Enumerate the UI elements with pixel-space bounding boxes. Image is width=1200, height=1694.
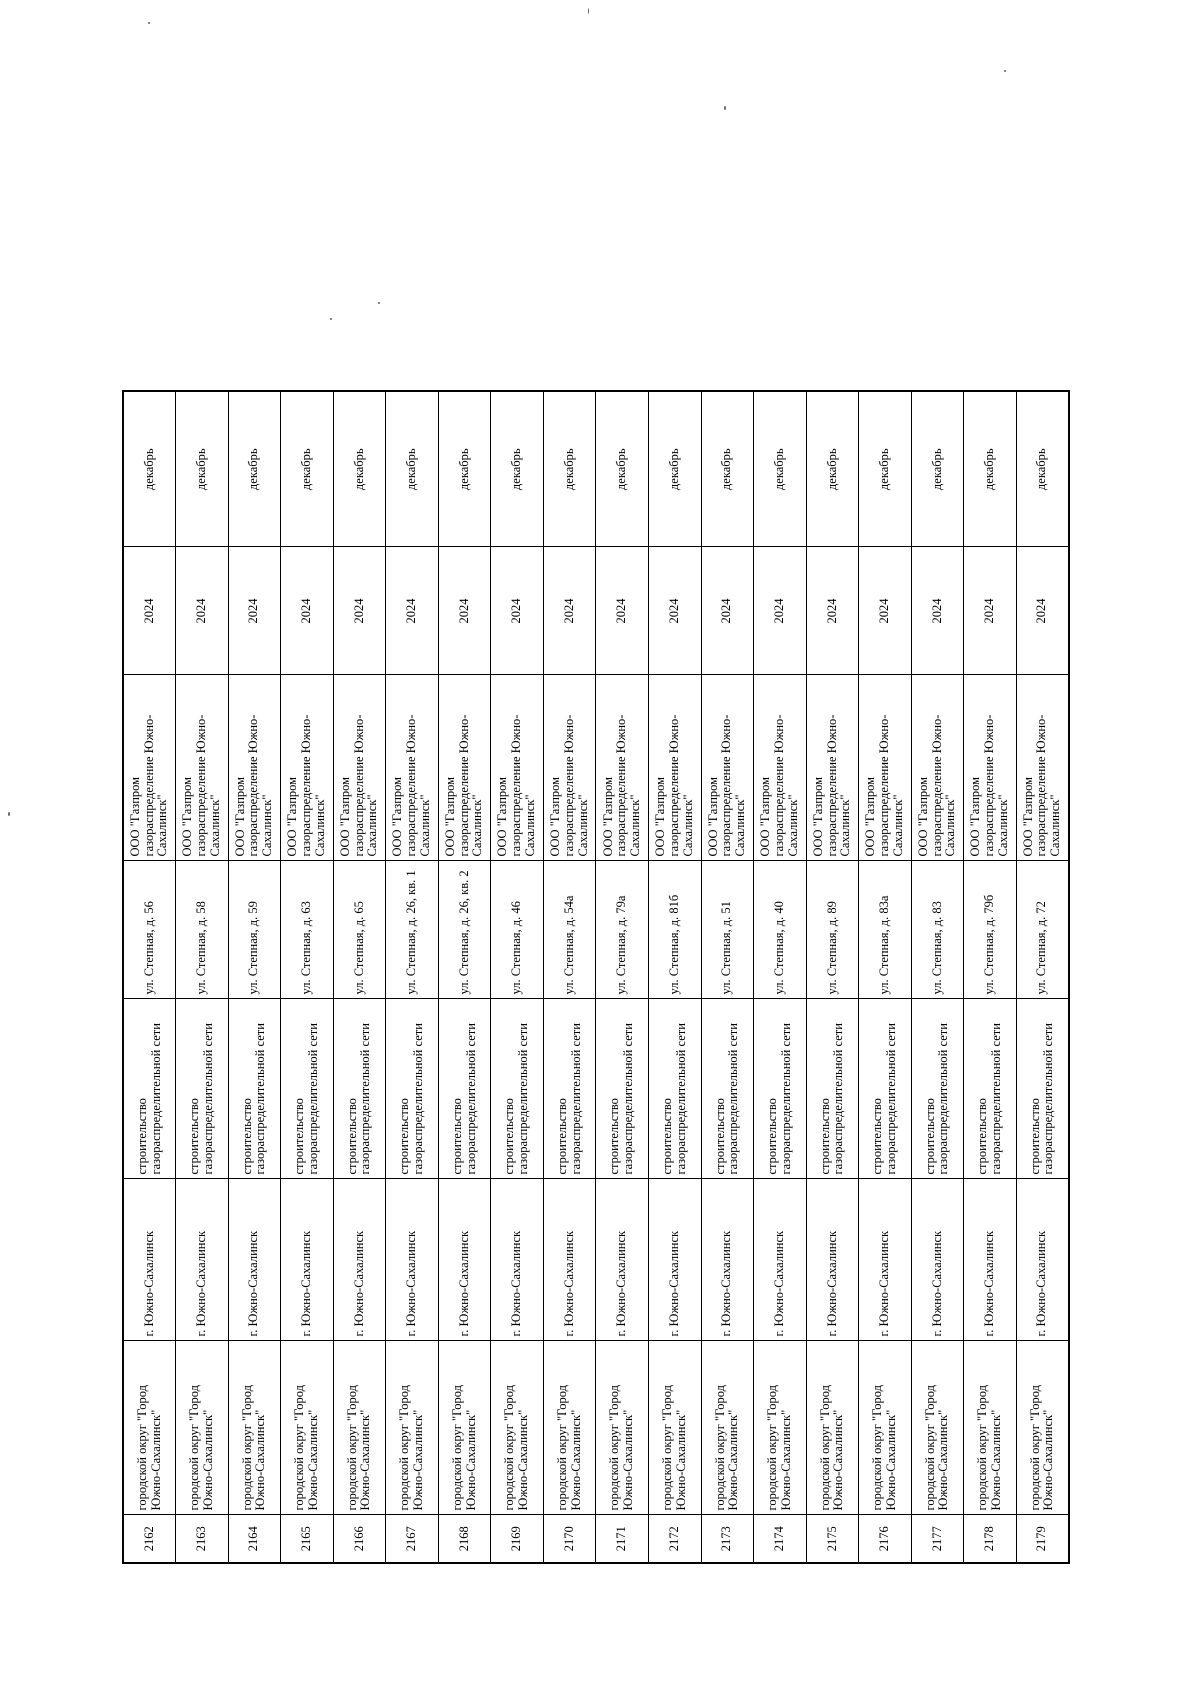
organization-cell: ООО "Газпром газораспределение Южно-Сахалинск"	[911, 675, 964, 861]
scan-speck	[148, 22, 150, 24]
locality-cell: г. Южно-Сахалинск	[806, 1179, 859, 1341]
row-number: 2171	[596, 1515, 649, 1563]
month-cell: декабрь	[859, 391, 912, 547]
year-cell: 2024	[281, 547, 334, 675]
year-cell: 2024	[228, 547, 281, 675]
locality-cell: г. Южно-Сахалинск	[438, 1179, 491, 1341]
locality-cell: г. Южно-Сахалинск	[543, 1179, 596, 1341]
municipality-cell: городской округ "Город Южно-Сахалинск"	[123, 1341, 176, 1515]
locality-cell: г. Южно-Сахалинск	[754, 1179, 807, 1341]
municipality-cell: городской округ "Город Южно-Сахалинск"	[859, 1341, 912, 1515]
locality-cell: г. Южно-Сахалинск	[333, 1179, 386, 1341]
locality-cell: г. Южно-Сахалинск	[911, 1179, 964, 1341]
scan-speck	[378, 302, 380, 304]
year-cell: 2024	[859, 547, 912, 675]
locality-cell: г. Южно-Сахалинск	[491, 1179, 544, 1341]
locality-cell: г. Южно-Сахалинск	[648, 1179, 701, 1341]
address-cell: ул. Степная, д. 46	[491, 861, 544, 999]
month-cell: декабрь	[1016, 391, 1069, 547]
row-number: 2175	[806, 1515, 859, 1563]
row-number: 2163	[176, 1515, 229, 1563]
address-cell: ул. Степная, д. 81б	[648, 861, 701, 999]
municipality-cell: городской округ "Город Южно-Сахалинск"	[911, 1341, 964, 1515]
year-cell: 2024	[806, 547, 859, 675]
organization-cell: ООО "Газпром газораспределение Южно-Сахалинск"	[176, 675, 229, 861]
work-type-cell: строительство газораспределительной сети	[386, 999, 439, 1179]
month-cell: декабрь	[491, 391, 544, 547]
organization-cell: ООО "Газпром газораспределение Южно-Сахалинск"	[859, 675, 912, 861]
table-row	[281, 391, 334, 1563]
organization-cell: ООО "Газпром газораспределение Южно-Сахалинск"	[386, 675, 439, 861]
table-landscape	[122, 392, 1068, 1564]
row-number: 2168	[438, 1515, 491, 1563]
address-cell: ул. Степная, д. 40	[754, 861, 807, 999]
work-type-cell: строительство газораспределительной сети	[228, 999, 281, 1179]
scan-speck	[724, 106, 726, 110]
locality-cell: г. Южно-Сахалинск	[386, 1179, 439, 1341]
table-row	[333, 391, 386, 1563]
work-type-cell: строительство газораспределительной сети	[596, 999, 649, 1179]
table-row	[543, 391, 596, 1563]
table-row	[964, 391, 1017, 1563]
month-cell: декабрь	[648, 391, 701, 547]
month-cell: декабрь	[911, 391, 964, 547]
year-cell: 2024	[438, 547, 491, 675]
table-row	[228, 391, 281, 1563]
address-cell: ул. Степная, д. 59	[228, 861, 281, 999]
work-type-cell: строительство газораспределительной сети	[543, 999, 596, 1179]
work-type-cell: строительство газораспределительной сети	[333, 999, 386, 1179]
municipality-cell: городской округ "Город Южно-Сахалинск"	[596, 1341, 649, 1515]
row-number: 2176	[859, 1515, 912, 1563]
work-type-cell: строительство газораспределительной сети	[806, 999, 859, 1179]
row-number: 2162	[123, 1515, 176, 1563]
address-cell: ул. Степная, д. 51	[701, 861, 754, 999]
table-row	[648, 391, 701, 1563]
work-type-cell: строительство газораспределительной сети	[648, 999, 701, 1179]
year-cell: 2024	[1016, 547, 1069, 675]
organization-cell: ООО "Газпром газораспределение Южно-Сахалинск"	[754, 675, 807, 861]
work-type-cell: строительство газораспределительной сети	[964, 999, 1017, 1179]
row-number: 2170	[543, 1515, 596, 1563]
month-cell: декабрь	[701, 391, 754, 547]
year-cell: 2024	[754, 547, 807, 675]
municipality-cell: городской округ "Город Южно-Сахалинск"	[1016, 1341, 1069, 1515]
municipality-cell: городской округ "Город Южно-Сахалинск"	[333, 1341, 386, 1515]
row-number: 2177	[911, 1515, 964, 1563]
municipality-cell: городской округ "Город Южно-Сахалинск"	[964, 1341, 1017, 1515]
municipality-cell: городской округ "Город Южно-Сахалинск"	[648, 1341, 701, 1515]
organization-cell: ООО "Газпром газораспределение Южно-Сахалинск"	[123, 675, 176, 861]
organization-cell: ООО "Газпром газораспределение Южно-Сахалинск"	[438, 675, 491, 861]
table-row	[1016, 391, 1069, 1563]
month-cell: декабрь	[543, 391, 596, 547]
work-type-cell: строительство газораспределительной сети	[281, 999, 334, 1179]
locality-cell: г. Южно-Сахалинск	[176, 1179, 229, 1341]
row-number: 2178	[964, 1515, 1017, 1563]
year-cell: 2024	[386, 547, 439, 675]
month-cell: декабрь	[333, 391, 386, 547]
month-cell: декабрь	[386, 391, 439, 547]
address-cell: ул. Степная, д. 79б	[964, 861, 1017, 999]
work-type-cell: строительство газораспределительной сети	[911, 999, 964, 1179]
table-row	[176, 391, 229, 1563]
organization-cell: ООО "Газпром газораспределение Южно-Сахалинск"	[543, 675, 596, 861]
work-type-cell: строительство газораспределительной сети	[859, 999, 912, 1179]
table-row	[596, 391, 649, 1563]
scan-speck	[1004, 70, 1006, 72]
locality-cell: г. Южно-Сахалинск	[281, 1179, 334, 1341]
municipality-cell: городской округ "Город Южно-Сахалинск"	[386, 1341, 439, 1515]
address-cell: ул. Степная, д. 83а	[859, 861, 912, 999]
year-cell: 2024	[596, 547, 649, 675]
locality-cell: г. Южно-Сахалинск	[228, 1179, 281, 1341]
work-type-cell: строительство газораспределительной сети	[176, 999, 229, 1179]
locality-cell: г. Южно-Сахалинск	[964, 1179, 1017, 1341]
table-row	[386, 391, 439, 1563]
row-number: 2179	[1016, 1515, 1069, 1563]
locality-cell: г. Южно-Сахалинск	[123, 1179, 176, 1341]
table-row	[123, 391, 176, 1563]
work-type-cell: строительство газораспределительной сети	[123, 999, 176, 1179]
work-type-cell: строительство газораспределительной сети	[701, 999, 754, 1179]
year-cell: 2024	[123, 547, 176, 675]
table-row	[911, 391, 964, 1563]
month-cell: декабрь	[596, 391, 649, 547]
address-cell: ул. Степная, д. 79а	[596, 861, 649, 999]
month-cell: декабрь	[754, 391, 807, 547]
municipality-cell: городской округ "Город Южно-Сахалинск"	[806, 1341, 859, 1515]
organization-cell: ООО "Газпром газораспределение Южно-Сахалинск"	[806, 675, 859, 861]
year-cell: 2024	[491, 547, 544, 675]
table-row	[491, 391, 544, 1563]
municipality-cell: городской округ "Город Южно-Сахалинск"	[228, 1341, 281, 1515]
address-cell: ул. Степная, д. 63	[281, 861, 334, 999]
municipality-cell: городской округ "Город Южно-Сахалинск"	[543, 1341, 596, 1515]
work-type-cell: строительство газораспределительной сети	[754, 999, 807, 1179]
year-cell: 2024	[701, 547, 754, 675]
address-cell: ул. Степная, д. 58	[176, 861, 229, 999]
municipality-cell: городской округ "Город Южно-Сахалинск"	[281, 1341, 334, 1515]
row-number: 2166	[333, 1515, 386, 1563]
work-type-cell: строительство газораспределительной сети	[1016, 999, 1069, 1179]
scan-speck	[8, 812, 10, 816]
organization-cell: ООО "Газпром газораспределение Южно-Сахалинск"	[596, 675, 649, 861]
row-number: 2167	[386, 1515, 439, 1563]
month-cell: декабрь	[438, 391, 491, 547]
organization-cell: ООО "Газпром газораспределение Южно-Сахалинск"	[1016, 675, 1069, 861]
row-number: 2173	[701, 1515, 754, 1563]
year-cell: 2024	[543, 547, 596, 675]
address-cell: ул. Степная, д. 65	[333, 861, 386, 999]
municipality-cell: городской округ "Город Южно-Сахалинск"	[754, 1341, 807, 1515]
year-cell: 2024	[333, 547, 386, 675]
organization-cell: ООО "Газпром газораспределение Южно-Сахалинск"	[333, 675, 386, 861]
address-cell: ул. Степная, д. 56	[123, 861, 176, 999]
month-cell: декабрь	[176, 391, 229, 547]
work-type-cell: строительство газораспределительной сети	[438, 999, 491, 1179]
organization-cell: ООО "Газпром газораспределение Южно-Сахалинск"	[648, 675, 701, 861]
month-cell: декабрь	[123, 391, 176, 547]
year-cell: 2024	[648, 547, 701, 675]
locality-cell: г. Южно-Сахалинск	[701, 1179, 754, 1341]
work-type-cell: строительство газораспределительной сети	[491, 999, 544, 1179]
row-number: 2174	[754, 1515, 807, 1563]
organization-cell: ООО "Газпром газораспределение Южно-Сахалинск"	[228, 675, 281, 861]
locality-cell: г. Южно-Сахалинск	[596, 1179, 649, 1341]
organization-cell: ООО "Газпром газораспределение Южно-Сахалинск"	[281, 675, 334, 861]
table-row	[859, 391, 912, 1563]
row-number: 2164	[228, 1515, 281, 1563]
row-number: 2165	[281, 1515, 334, 1563]
year-cell: 2024	[176, 547, 229, 675]
row-number: 2172	[648, 1515, 701, 1563]
month-cell: декабрь	[281, 391, 334, 547]
register-table	[122, 390, 1070, 1564]
address-cell: ул. Степная, д. 89	[806, 861, 859, 999]
municipality-cell: городской округ "Город Южно-Сахалинск"	[438, 1341, 491, 1515]
organization-cell: ООО "Газпром газораспределение Южно-Сахалинск"	[491, 675, 544, 861]
municipality-cell: городской округ "Город Южно-Сахалинск"	[176, 1341, 229, 1515]
table-body	[123, 391, 1069, 1563]
organization-cell: ООО "Газпром газораспределение Южно-Сахалинск"	[701, 675, 754, 861]
year-cell: 2024	[911, 547, 964, 675]
scan-speck	[330, 318, 332, 320]
address-cell: ул. Степная, д. 54а	[543, 861, 596, 999]
municipality-cell: городской округ "Город Южно-Сахалинск"	[491, 1341, 544, 1515]
locality-cell: г. Южно-Сахалинск	[859, 1179, 912, 1341]
address-cell: ул. Степная, д. 26, кв. 1	[386, 861, 439, 999]
month-cell: декабрь	[228, 391, 281, 547]
locality-cell: г. Южно-Сахалинск	[1016, 1179, 1069, 1341]
month-cell: декабрь	[806, 391, 859, 547]
year-cell: 2024	[964, 547, 1017, 675]
address-cell: ул. Степная, д. 83	[911, 861, 964, 999]
organization-cell: ООО "Газпром газораспределение Южно-Сахалинск"	[964, 675, 1017, 861]
municipality-cell: городской округ "Город Южно-Сахалинск"	[701, 1341, 754, 1515]
address-cell: ул. Степная, д. 26, кв. 2	[438, 861, 491, 999]
table-row	[701, 391, 754, 1563]
table-row	[438, 391, 491, 1563]
rotated-table-region	[122, 392, 1068, 1564]
table-row	[754, 391, 807, 1563]
row-number: 2169	[491, 1515, 544, 1563]
month-cell: декабрь	[964, 391, 1017, 547]
scan-speck	[588, 8, 589, 14]
address-cell: ул. Степная, д. 72	[1016, 861, 1069, 999]
table-row	[806, 391, 859, 1563]
